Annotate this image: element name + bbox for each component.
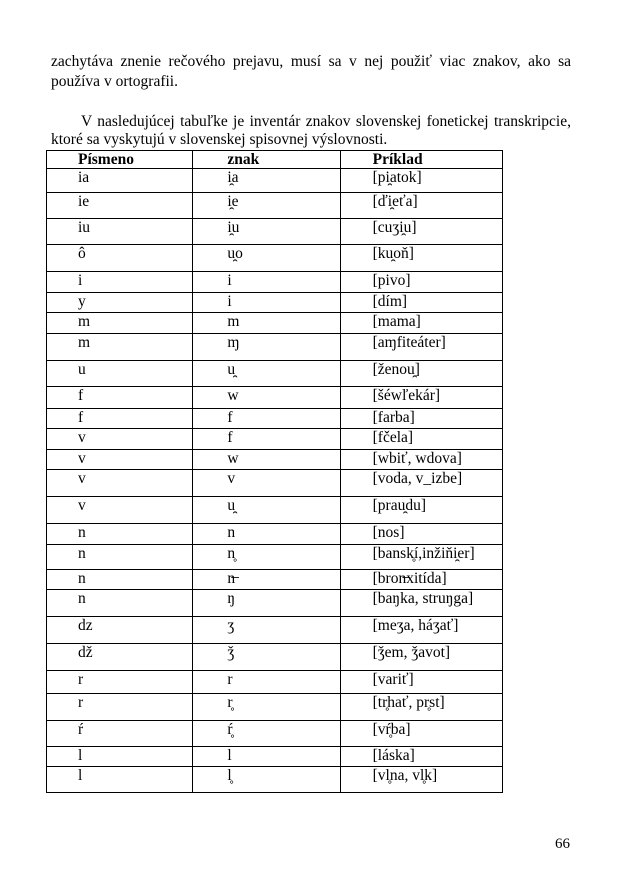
cell-pismeno: r xyxy=(47,694,193,721)
cell-pismeno: m xyxy=(47,334,193,361)
cell-priklad: [vl̥na, vl̥k] xyxy=(340,767,502,793)
table-row xyxy=(47,470,503,497)
cell-pismeno: f xyxy=(47,387,193,409)
cell-priklad: [cuʒi̯u] xyxy=(340,219,502,245)
table-row xyxy=(47,590,503,617)
cell-znak: m xyxy=(193,313,340,334)
cell-priklad: [dím] xyxy=(340,293,502,313)
cell-priklad: [variť] xyxy=(340,671,502,694)
body-paragraph-1: zachytáva znenie rečového prejavu, musí sa v nej použiť viac znakov, ako sa používa v ortografii. xyxy=(51,53,571,90)
cell-priklad: [bansk̥í,inžiňi̯er] xyxy=(340,545,502,570)
table-row xyxy=(47,361,503,387)
cell-priklad: [aɱfiteáter] xyxy=(340,334,502,361)
cell-priklad: [farba] xyxy=(340,409,502,429)
cell-priklad: [pivo] xyxy=(340,272,502,293)
cell-pismeno: u xyxy=(47,361,193,387)
cell-znak: i̯e xyxy=(193,193,340,219)
cell-znak: ʒ xyxy=(193,617,340,644)
cell-pismeno: r xyxy=(47,671,193,694)
table-row xyxy=(47,747,503,767)
cell-pismeno: l xyxy=(47,767,193,793)
table-row xyxy=(47,429,503,450)
cell-znak: w xyxy=(193,450,340,470)
cell-pismeno: ô xyxy=(47,245,193,272)
cell-pismeno: ie xyxy=(47,193,193,219)
table-row xyxy=(47,313,503,334)
cell-priklad: [voda, v_izbe] xyxy=(340,470,502,497)
table-row xyxy=(47,644,503,671)
cell-znak: l xyxy=(193,747,340,767)
cell-pismeno: l xyxy=(47,747,193,767)
cell-znak: n̥ xyxy=(193,545,340,570)
cell-pismeno: n xyxy=(47,545,193,570)
table-row xyxy=(47,193,503,219)
cell-znak: r xyxy=(193,671,340,694)
cell-pismeno: n xyxy=(47,590,193,617)
cell-znak: w xyxy=(193,387,340,409)
cell-priklad: [meʒa, háʒať] xyxy=(340,617,502,644)
cell-pismeno: v xyxy=(47,497,193,524)
cell-priklad: [fčela] xyxy=(340,429,502,450)
cell-znak: n xyxy=(193,524,340,545)
table-row xyxy=(47,545,503,570)
cell-znak: u̯ xyxy=(193,361,340,387)
cell-priklad: [láska] xyxy=(340,747,502,767)
cell-priklad: [mama] xyxy=(340,313,502,334)
cell-znak: f xyxy=(193,429,340,450)
cell-pismeno: dž xyxy=(47,644,193,671)
table-row xyxy=(47,219,503,245)
cell-pismeno: m xyxy=(47,313,193,334)
cell-pismeno: v xyxy=(47,470,193,497)
cell-znak: r̥ xyxy=(193,694,340,721)
cell-znak: f xyxy=(193,409,340,429)
cell-pismeno: ŕ xyxy=(47,721,193,747)
cell-znak: i̯u xyxy=(193,219,340,245)
table-row xyxy=(47,570,503,590)
cell-priklad: [tr̥hať, pr̥st] xyxy=(340,694,502,721)
cell-znak: ɱ xyxy=(193,334,340,361)
table-row xyxy=(47,334,503,361)
cell-znak: u̯ xyxy=(193,497,340,524)
page-number: 66 xyxy=(555,836,570,852)
cell-priklad: [ďi̯eťa] xyxy=(340,193,502,219)
table-row xyxy=(47,245,503,272)
cell-priklad: [ženou̯] xyxy=(340,361,502,387)
cell-priklad: [ku̯oň] xyxy=(340,245,502,272)
cell-znak: u̯o xyxy=(193,245,340,272)
cell-pismeno: y xyxy=(47,293,193,313)
table-row xyxy=(47,524,503,545)
cell-znak: n̶ xyxy=(193,570,340,590)
phonetic-transcription-table xyxy=(46,150,503,793)
table-row xyxy=(47,293,503,313)
cell-priklad: [wbiť, wdova] xyxy=(340,450,502,470)
table-row xyxy=(47,409,503,429)
cell-pismeno: ia xyxy=(47,169,193,193)
table-row xyxy=(47,387,503,409)
cell-priklad: [baŋka, struŋga] xyxy=(340,590,502,617)
cell-priklad: [bron̶xitída] xyxy=(340,570,502,590)
cell-priklad: [nos] xyxy=(340,524,502,545)
body-paragraph-2: V nasledujúcej tabuľke je inventár znakov slovenskej fonetickej transkripcie, ktoré sa vyskytujú v slovenskej spisovnej výslovnosti. xyxy=(51,113,571,148)
table-row xyxy=(47,767,503,793)
table-header-row xyxy=(47,151,503,169)
cell-znak: ǯ xyxy=(193,644,340,671)
table-row xyxy=(47,272,503,293)
cell-pismeno: v xyxy=(47,450,193,470)
cell-pismeno: n xyxy=(47,524,193,545)
cell-pismeno: iu xyxy=(47,219,193,245)
cell-znak: v xyxy=(193,470,340,497)
cell-priklad: [ǯem, ǯavot] xyxy=(340,644,502,671)
cell-pismeno: f xyxy=(47,409,193,429)
table-row xyxy=(47,694,503,721)
header-pismeno: Písmeno xyxy=(47,151,193,169)
table-row xyxy=(47,450,503,470)
cell-pismeno: n xyxy=(47,570,193,590)
cell-znak: i xyxy=(193,272,340,293)
table-row xyxy=(47,721,503,747)
cell-znak: i̯a xyxy=(193,169,340,193)
table-row xyxy=(47,169,503,193)
table-row xyxy=(47,617,503,644)
header-priklad: Príklad xyxy=(340,151,502,169)
header-znak: znak xyxy=(193,151,340,169)
table-row xyxy=(47,671,503,694)
cell-priklad: [pi̯atok] xyxy=(340,169,502,193)
cell-znak: i xyxy=(193,293,340,313)
table-row xyxy=(47,497,503,524)
cell-priklad: [prau̯du] xyxy=(340,497,502,524)
cell-pismeno: v xyxy=(47,429,193,450)
cell-znak: ŕ̥ xyxy=(193,721,340,747)
cell-pismeno: i xyxy=(47,272,193,293)
cell-znak: ŋ xyxy=(193,590,340,617)
cell-pismeno: dz xyxy=(47,617,193,644)
cell-znak: l̥ xyxy=(193,767,340,793)
cell-priklad: [šéwľekár] xyxy=(340,387,502,409)
cell-priklad: [vŕ̥ba] xyxy=(340,721,502,747)
